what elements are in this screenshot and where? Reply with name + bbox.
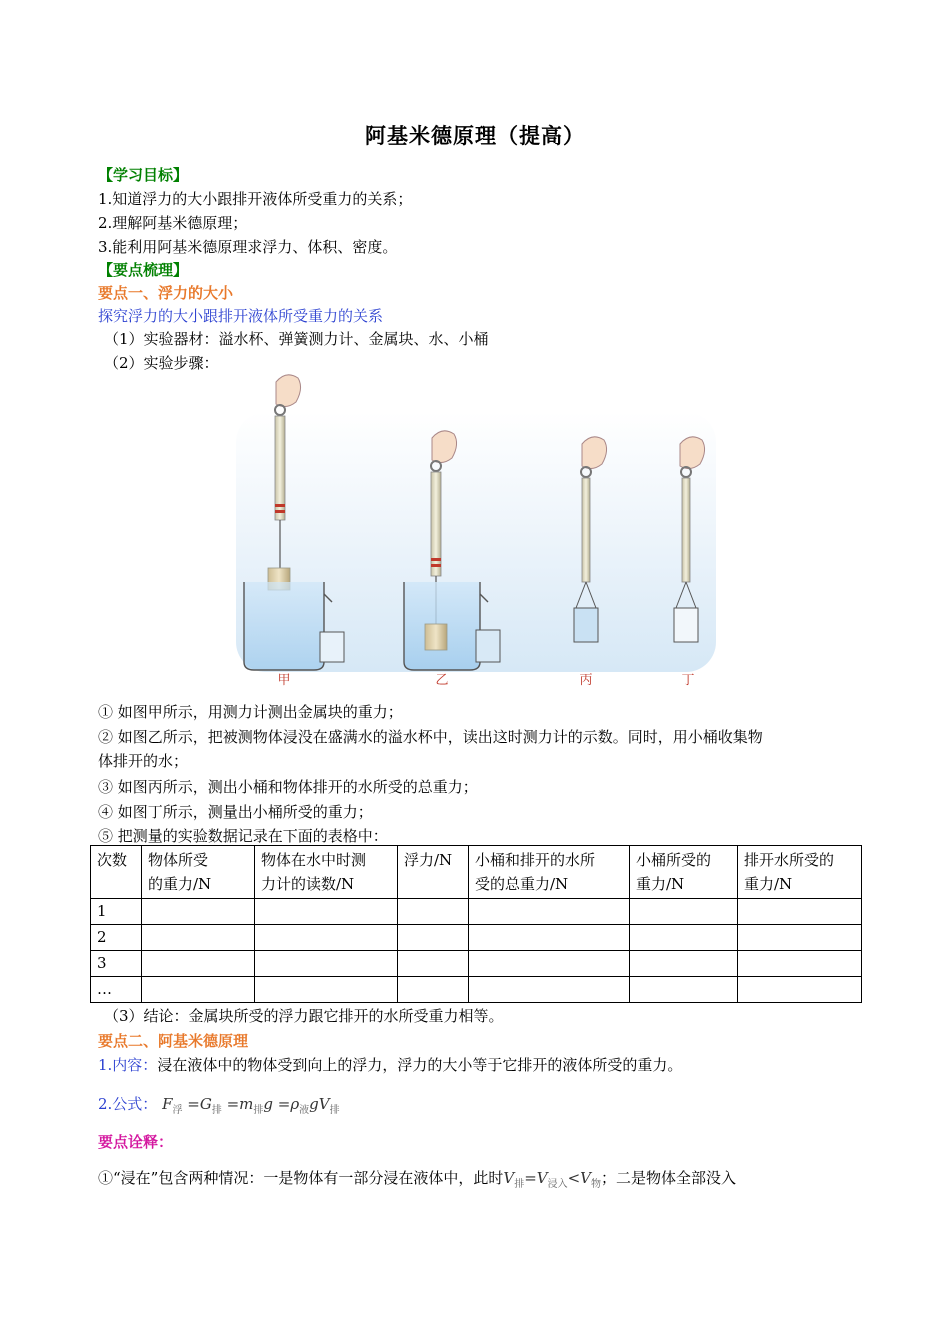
step-item: 体排开的水； <box>98 752 189 770</box>
note-end: ；二是物体全部没入 <box>601 1169 737 1187</box>
page-title: 阿基米德原理（提高） <box>365 123 585 148</box>
table-header-cell: 小桶和排开的水所 受的总重力/N <box>469 846 630 899</box>
step-item: ① 如图甲所示，用测力计测出金属块的重力； <box>98 703 403 721</box>
table-header-cell: 物体所受 的重力/N <box>142 846 255 899</box>
table-row <box>91 977 862 1003</box>
steps-label: （2）实验步骤： <box>104 354 219 372</box>
step-item: ② 如图乙所示，把被测物体浸没在盛满水的溢水杯中，读出这时测力计的示数。同时，用小桶收集物 <box>98 728 763 746</box>
goal-item: 3.能利用阿基米德原理求浮力、体积、密度。 <box>98 238 398 256</box>
points-heading: 【要点梳理】 <box>98 261 189 279</box>
table-row <box>91 951 862 977</box>
formula-label: 2.公式： <box>98 1095 158 1113</box>
note-line <box>98 1166 736 1197</box>
conclusion-line: （3）结论：金属块所受的浮力跟它排开的水所受重力相等。 <box>104 1007 504 1025</box>
step-item: ④ 如图丁所示，测量出小桶所受的重力； <box>98 803 373 821</box>
point1-subheading: 探究浮力的大小跟排开液体所受重力的关系 <box>98 307 384 325</box>
note-formula: $V_排=V_{浸入}<V_物$ <box>503 1169 601 1190</box>
note-start: ①“浸在”包含两种情况：一是物体有一部分浸在液体中，此时 <box>98 1169 504 1187</box>
row-index: 2 <box>91 925 142 951</box>
figure-label-jia: 甲 <box>277 673 291 688</box>
table-header-cell: 小桶所受的 重力/N <box>630 846 738 899</box>
figure-label-bing: 丙 <box>579 673 593 688</box>
table-header-row <box>91 846 862 899</box>
data-table <box>90 845 862 1003</box>
experiment-figure <box>236 372 716 692</box>
table-row <box>91 925 862 951</box>
materials-line: （1）实验器材：溢水杯、弹簧测力计、金属块、水、小桶 <box>104 330 489 348</box>
step-item: ⑤ 把测量的实验数据记录在下面的表格中： <box>98 827 388 845</box>
content-line <box>98 1053 682 1077</box>
formula-expression: $F_浮 =G_排 =m_排g =\rho_液gV_排$ <box>162 1095 340 1116</box>
note-heading: 要点诠释： <box>98 1133 174 1151</box>
row-index: 1 <box>91 899 142 925</box>
point2-heading: 要点二、阿基米德原理 <box>98 1032 249 1050</box>
goals-heading: 【学习目标】 <box>98 166 189 184</box>
content-text: 浸在液体中的物体受到向上的浮力，浮力的大小等于它排开的液体所受的重力。 <box>157 1056 683 1074</box>
formula-line <box>98 1092 340 1123</box>
row-index: 3 <box>91 951 142 977</box>
step-item: ③ 如图丙所示，测出小桶和物体排开的水所受的总重力； <box>98 778 478 796</box>
figure-label-ding: 丁 <box>681 673 695 688</box>
figure-label-yi: 乙 <box>435 673 449 688</box>
table-row <box>91 899 862 925</box>
content-label: 1.内容： <box>98 1056 158 1074</box>
table-header-cell: 浮力/N <box>398 846 469 899</box>
goal-item: 1.知道浮力的大小跟排开液体所受重力的关系； <box>98 190 413 208</box>
table-header-cell: 物体在水中时测 力计的读数/N <box>255 846 398 899</box>
table-header-cell: 次数 <box>91 846 142 899</box>
goal-item: 2.理解阿基米德原理； <box>98 214 248 232</box>
row-index: … <box>91 977 142 1003</box>
table-header-cell: 排开水所受的 重力/N <box>738 846 862 899</box>
point1-heading: 要点一、浮力的大小 <box>98 284 234 302</box>
